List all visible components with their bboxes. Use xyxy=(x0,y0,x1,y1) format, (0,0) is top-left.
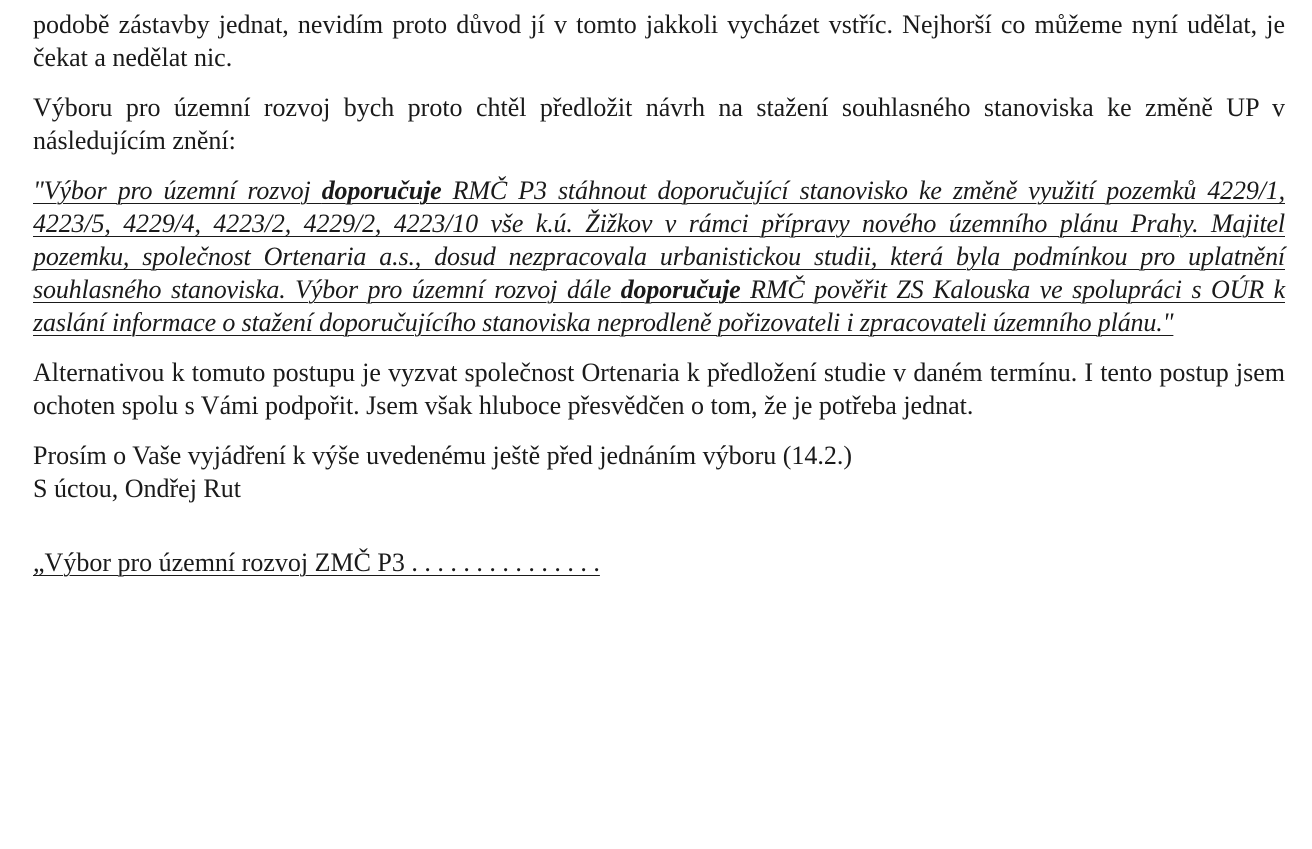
paragraph-alternative: Alternativou k tomuto postupu je vyzvat společnost Ortenaria k předložení studie v daném termínu. I tento postup jsem ochoten spolu s Vámi podpořit. Jsem však hluboce přesvědčen o tom, že je potřeba jednat. xyxy=(33,358,1285,420)
proposal-part-2: RMČ P3 stáhnout doporučující stanovisko ke změně využití pozemků 4229/1, 4223/5, 4229/4, 4223/2, 4229/2, 4223/10 vše k.ú. Žižkov v rámci přípravy nového územního plánu Prahy. Majitel pozemku, společnost Ortenaria a.s., dosud nezpracovala urbanistickou studii, která byla podmínkou pro uplatnění souhlasného stanoviska. Výbor pro územní rozvoj dále xyxy=(33,176,1285,304)
proposal-bold-recommends-1: doporučuje xyxy=(321,176,442,205)
proposal-text xyxy=(33,174,1285,339)
paragraph-proposal-intro: Výboru pro územní rozvoj bych proto chtěl předložit návrh na stažení souhlasného stanoviska ke změně UP v následujícím znění: xyxy=(33,93,1285,155)
signature: S úctou, Ondřej Rut xyxy=(33,474,241,503)
proposal-bold-recommends-2: doporučuje xyxy=(620,275,741,304)
closing-block xyxy=(33,439,1285,505)
document-page xyxy=(33,8,1285,579)
resolution-line: „Výbor pro územní rozvoj ZMČ P3 . . . . . . . . . . . . . . . xyxy=(33,548,600,577)
paragraph-continuation: podobě zástavby jednat, nevidím proto důvod jí v tomto jakkoli vycházet vstříc. Nejhorší co můžeme nyní udělat, je čekat a nedělat nic. xyxy=(33,10,1285,72)
proposal-part-1: "Výbor pro územní rozvoj xyxy=(33,176,322,205)
closing-request: Prosím o Vaše vyjádření k výše uvedenému ještě před jednáním výboru (14.2.) xyxy=(33,441,853,470)
proposal-part-3: RMČ pověřit ZS Kalouska ve spolupráci s OÚR k zaslání informace o stažení doporučujícího stanoviska neprodleně pořizovateli i zpracovateli územního plánu." xyxy=(33,275,1285,337)
